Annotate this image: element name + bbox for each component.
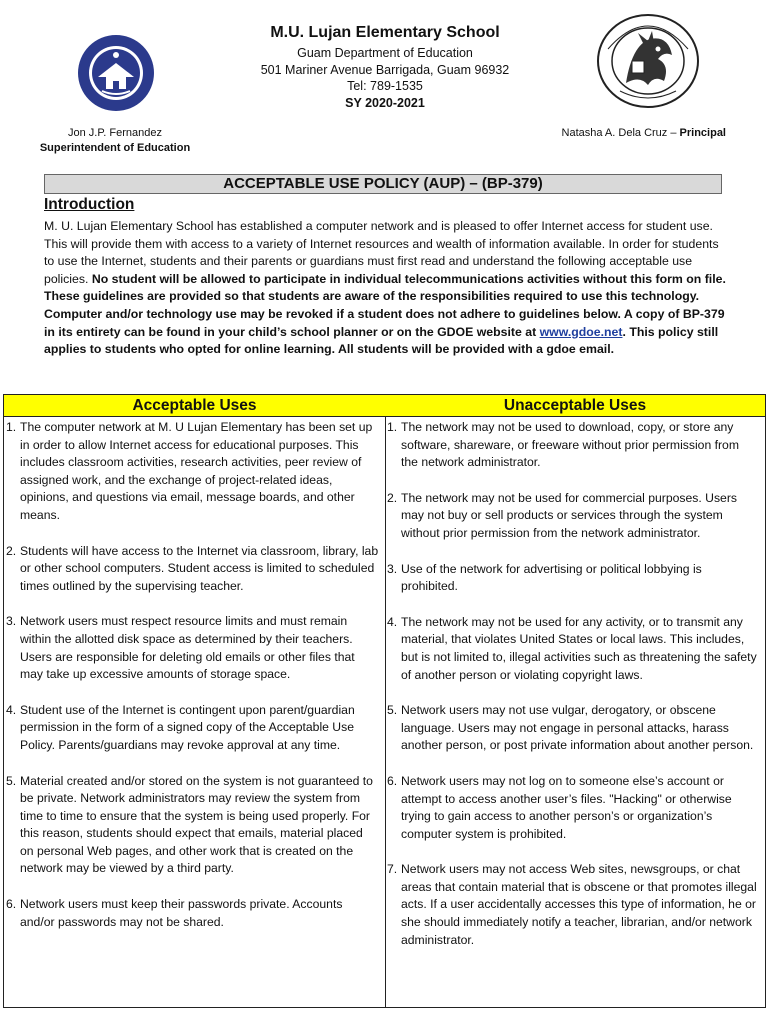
list-item-number: 6. bbox=[6, 897, 17, 912]
list-item-number: 5. bbox=[387, 703, 398, 718]
list-item bbox=[387, 773, 759, 843]
school-year: SY 2020-2021 bbox=[345, 95, 425, 110]
list-item bbox=[387, 561, 759, 596]
list-item-number: 2. bbox=[387, 490, 398, 505]
principal-name: Natasha A. Dela Cruz bbox=[561, 127, 668, 139]
list-item-text: Network users may not use vulgar, derogatory, or obscene language. Users may not engage in personal attacks, harass another person, or post private information about another person. bbox=[401, 703, 754, 753]
list-item-text: Use of the network for advertising or political lobbying is prohibited. bbox=[401, 561, 702, 594]
intro-heading: Introduction bbox=[44, 196, 135, 213]
unacceptable-uses-list bbox=[385, 417, 765, 949]
principal-title: Principal bbox=[679, 127, 726, 139]
list-item bbox=[6, 419, 379, 525]
list-item bbox=[387, 702, 759, 755]
list-item-number: 6. bbox=[387, 773, 398, 788]
list-item bbox=[6, 543, 379, 596]
list-item-number: 5. bbox=[6, 773, 17, 788]
gdoe-website-link[interactable]: www.gdoe.net bbox=[539, 324, 623, 339]
list-item-number: 1. bbox=[387, 420, 398, 434]
list-item-text: Network users may not log on to someone else’s account or attempt to access another user’s files. "Hacking" or otherwise trying to gain access to another person’s or organization’s computer system is prohibited. bbox=[401, 773, 732, 841]
list-item-text: The computer network at M. U Lujan Elementary has been set up in order to allow Internet access for educational purposes. This includes classroom activities, research activities, peer review of assigned work, and the exchange of project-related ideas, opinions, and questions via email, message boards, and other means. bbox=[20, 420, 373, 522]
intro-paragraph bbox=[44, 218, 728, 359]
unacceptable-uses-header: Unacceptable Uses bbox=[385, 395, 765, 417]
department-of-education-seal-icon bbox=[76, 33, 156, 113]
list-item-text: Network users must keep their passwords private. Accounts and/or passwords may not be shared. bbox=[20, 897, 343, 929]
unacceptable-uses-column bbox=[385, 395, 765, 1007]
list-item bbox=[6, 702, 379, 755]
policy-title-banner: ACCEPTABLE USE POLICY (AUP) – (BP-379) bbox=[44, 174, 722, 194]
list-item-text: Students will have access to the Internet via classroom, library, lab or other school computers. Student access is limited to scheduled times outlined by the supervising teacher. bbox=[20, 543, 379, 593]
list-item bbox=[387, 419, 759, 472]
school-address: 501 Mariner Avenue Barrigada, Guam 96932 bbox=[260, 62, 510, 77]
list-item bbox=[387, 614, 759, 684]
list-item bbox=[387, 861, 759, 949]
list-item-number: 7. bbox=[387, 862, 398, 877]
list-item-number: 4. bbox=[387, 614, 398, 629]
mu-lujan-dragons-logo-icon bbox=[588, 5, 708, 113]
superintendent-name: Jon J.P. Fernandez bbox=[68, 127, 162, 139]
school-name: M.U. Lujan Elementary School bbox=[270, 24, 500, 41]
list-item-number: 4. bbox=[6, 702, 17, 717]
acceptable-uses-list bbox=[4, 417, 385, 931]
list-item-text: The network may not be used to download, copy, or store any software, shareware, or freeware without prior permission from the network administrator. bbox=[401, 420, 739, 470]
list-item bbox=[6, 896, 379, 931]
list-item-text: Network users must respect resource limits and must remain within the allotted disk space as determined by their teachers. Users are responsible for deleting old emails or other files that may take up excessive amounts of storage space. bbox=[20, 614, 355, 682]
list-item bbox=[6, 773, 379, 879]
list-item bbox=[6, 613, 379, 683]
principal-block bbox=[562, 126, 726, 141]
principal-separator: – bbox=[667, 127, 680, 139]
intro-bold-text: No student will be allowed to participate in individual telecommunications activities without this form on file. These guidelines are provided so that students are aware of the responsibilities required to use this technology. Computer and/or technology use may be revoked if a student does not adhere to guidelines below. A copy of BP-379 in its entirety can be found in your child’s school planner or on the GDOE website at bbox=[44, 271, 726, 339]
school-phone: Tel: 789-1535 bbox=[347, 79, 423, 93]
list-item-number: 3. bbox=[387, 561, 398, 576]
school-info-block bbox=[185, 24, 585, 111]
acceptable-uses-column bbox=[4, 395, 386, 1007]
list-item-number: 2. bbox=[6, 543, 17, 558]
list-item-text: The network may not be used for commercial purposes. Users may not buy or sell products or services through the system without prior permission from the network administrator. bbox=[401, 490, 737, 540]
list-item-text: Material created and/or stored on the system is not guaranteed to be private. Network administrators may review the system from time to time to ensure that the system is being used properly. For this reason, students should expect that emails, material placed on personal Web pages, and other work that is created on the network may be viewed by a third party. bbox=[20, 773, 373, 876]
superintendent-title: Superintendent of Education bbox=[39, 142, 191, 154]
list-item-text: The network may not be used for any activity, or to transmit any material, that violates United States or local laws. This includes, but is not limited to, illegal activities such as threatening the safety of another person or violating copyright laws. bbox=[401, 614, 757, 682]
superintendent-block bbox=[30, 126, 200, 156]
list-item-text: Student use of the Internet is contingent upon parent/guardian permission in the form of a signed copy of the Acceptable Use Policy. Parents/guardians may revoke approval at any time. bbox=[20, 702, 355, 752]
department-name: Guam Department of Education bbox=[297, 46, 473, 60]
list-item-number: 3. bbox=[6, 614, 17, 629]
list-item-text: Network users may not access Web sites, newsgroups, or chat areas that contain material that is obscene or that promotes illegal acts. If a user accidentally accesses this type of information, he or she should immediately notify a teacher, librarian, and/or network administrator. bbox=[401, 862, 757, 947]
intro-bold-ending: . This policy still applies to students who opted for online learning. All students will be provided with a gdoe email. bbox=[44, 324, 719, 357]
acceptable-uses-header: Acceptable Uses bbox=[4, 395, 385, 417]
list-item-number: 1. bbox=[6, 420, 17, 434]
intro-plain-text: M. U. Lujan Elementary School has established a computer network and is pleased to offer Internet access for student use. This will provide them with access to a variety of Internet resources and wealth of information available. In order for students to use the Internet, students and their parents or guardians must first read and understand the following acceptable use policies. bbox=[44, 219, 719, 286]
list-item bbox=[387, 490, 759, 543]
uses-table bbox=[3, 394, 766, 1008]
